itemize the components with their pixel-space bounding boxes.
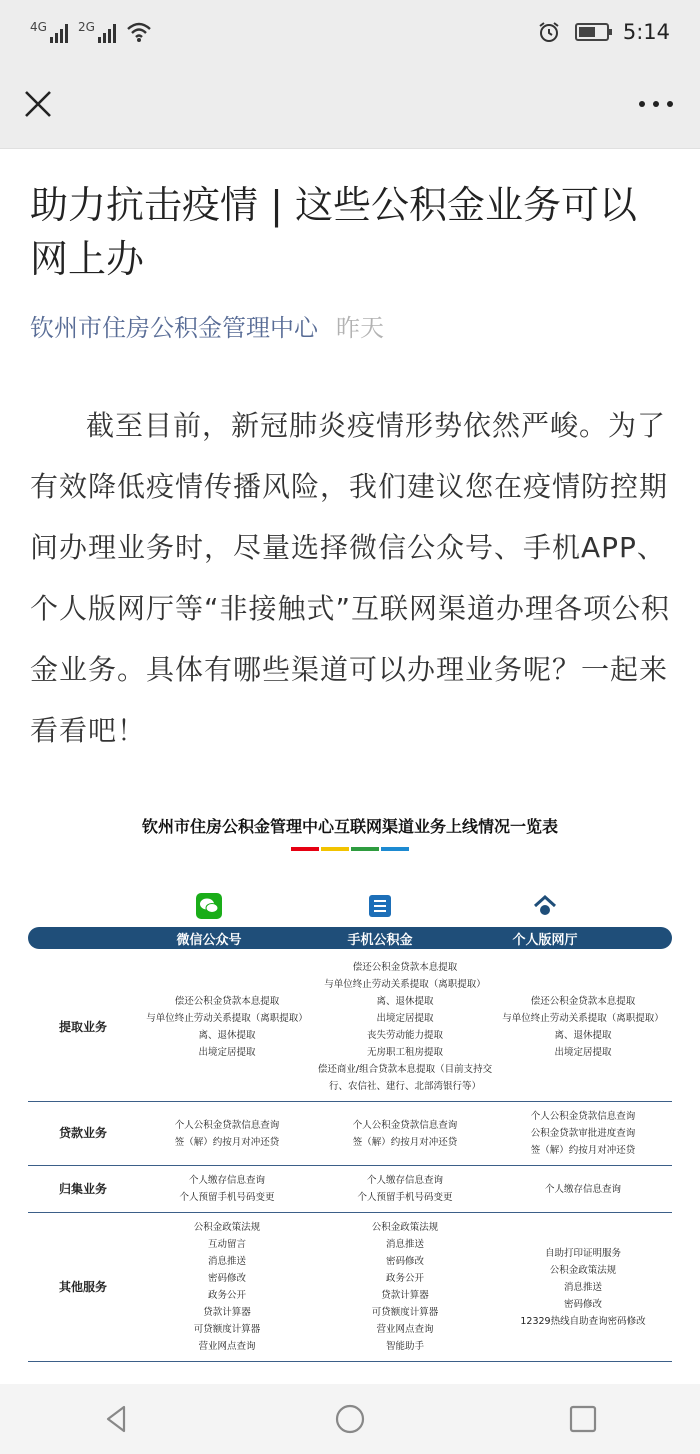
- service-item: 公积金政策法规: [193, 1222, 261, 1233]
- nav-bar: [0, 64, 700, 149]
- clock-time: 5:14: [622, 20, 670, 44]
- service-item: 出境定居提取: [376, 1013, 434, 1024]
- service-item: 公积金政策法规: [371, 1222, 439, 1233]
- service-item: 密码修改: [385, 1256, 424, 1267]
- table-cell: [316, 953, 494, 1102]
- service-table: [28, 953, 672, 1362]
- table-row: [28, 1213, 672, 1362]
- system-navigation: [0, 1384, 700, 1454]
- home-portal-icon: [532, 893, 558, 919]
- service-item: 个人缴存信息查询: [188, 1175, 265, 1186]
- row-category: 提取业务: [58, 1019, 107, 1034]
- service-item: 离、退休提取: [554, 1030, 612, 1041]
- strip-red: [291, 847, 319, 851]
- mobile-fund-icon: [367, 893, 393, 919]
- service-item: 偿还公积金贷款本息提取: [530, 996, 636, 1007]
- column-header-mobile: 手机公积金: [347, 933, 413, 948]
- table-cell: [494, 1102, 672, 1166]
- service-item: 个人预留手机号码变更: [179, 1192, 275, 1203]
- signal-bars-icon: [98, 23, 116, 43]
- figure-title: 钦州市住房公积金管理中心互联网渠道业务上线情况一览表: [141, 817, 558, 836]
- service-item: 与单位终止劳动关系提取（离职提取）: [324, 979, 486, 990]
- service-item: 偿还公积金贷款本息提取: [174, 996, 280, 1007]
- service-item: 消息推送: [385, 1239, 424, 1250]
- signal-2: [78, 21, 116, 43]
- service-item: 个人缴存信息查询: [544, 1183, 621, 1195]
- service-item: 无房职工租房提取: [366, 1047, 443, 1058]
- account-name-link[interactable]: 钦州市住房公积金管理中心: [30, 314, 318, 342]
- service-item: 个人公积金贷款信息查询: [352, 1119, 458, 1131]
- service-item: 贷款计算器: [381, 1290, 429, 1301]
- service-item: 偿还商业/组合贷款本息提取（目前支持交: [317, 1064, 493, 1075]
- article-paragraph: 截至目前，新冠肺炎疫情形势依然严峻。为了有效降低疫情传播风险，我们建议您在疫情防控期间办理业务时，尽量选择微信公众号、手机APP、个人版网厅等“非接触式”互联网渠道办理各项公积金业务。具体有哪些渠道可以办理业务呢？一起来看看吧！: [30, 409, 671, 747]
- home-icon[interactable]: [333, 1402, 367, 1436]
- strip-yellow: [321, 847, 349, 851]
- column-header-band: [28, 927, 672, 949]
- article-meta: [30, 308, 670, 343]
- service-item: 可贷额度计算器: [371, 1307, 439, 1318]
- service-item: 政务公开: [207, 1290, 246, 1301]
- service-item: 个人预留手机号码变更: [357, 1192, 453, 1203]
- signal-1: [30, 21, 68, 43]
- service-item: 签（解）约按月对冲还贷: [530, 1145, 636, 1156]
- table-row: [28, 1102, 672, 1166]
- service-item: 12329热线自助查询密码修改: [520, 1315, 646, 1327]
- table-cell: [494, 1213, 672, 1362]
- service-item: 可贷额度计算器: [193, 1324, 261, 1335]
- service-item: 密码修改: [207, 1273, 246, 1284]
- service-item: 政务公开: [385, 1273, 424, 1284]
- service-item: 离、退休提取: [376, 996, 434, 1007]
- network-type-1: 4G: [30, 20, 47, 34]
- article-title: 助力抗击疫情 | 这些公积金业务可以网上办: [30, 183, 637, 281]
- alarm-clock-icon: [537, 20, 561, 44]
- row-category: 归集业务: [58, 1181, 107, 1196]
- service-item: 签（解）约按月对冲还贷: [352, 1136, 458, 1148]
- wifi-icon: [126, 21, 152, 43]
- service-item: 离、退休提取: [198, 1030, 256, 1041]
- service-item: 消息推送: [563, 1281, 602, 1293]
- row-category: 贷款业务: [58, 1126, 107, 1140]
- service-item: 互动留言: [207, 1239, 246, 1250]
- table-cell: [316, 1213, 494, 1362]
- row-category: 其他服务: [58, 1279, 107, 1294]
- article: [30, 148, 670, 789]
- strip-blue: [381, 847, 409, 851]
- service-item: 丧失劳动能力提取: [366, 1030, 443, 1041]
- service-table-image: [28, 800, 672, 1390]
- table-cell: [138, 1166, 316, 1213]
- table-cell: [138, 953, 316, 1102]
- column-header-wechat: 微信公众号: [176, 933, 242, 948]
- service-item: 营业网点查询: [198, 1341, 256, 1352]
- service-item: 与单位终止劳动关系提取（离职提取）: [502, 1013, 664, 1024]
- battery-icon: [575, 23, 609, 41]
- service-item: 个人公积金贷款信息查询: [174, 1119, 280, 1131]
- table-cell: [494, 1166, 672, 1213]
- service-item: 出境定居提取: [554, 1047, 612, 1058]
- color-strip: [28, 847, 672, 851]
- status-right: [537, 20, 670, 44]
- service-item: 消息推送: [207, 1256, 246, 1267]
- service-item: 营业网点查询: [376, 1324, 434, 1335]
- service-item: 贷款计算器: [203, 1307, 251, 1318]
- service-item: 密码修改: [563, 1298, 602, 1310]
- more-options-icon[interactable]: [636, 94, 676, 114]
- signal-bars-icon: [50, 23, 68, 43]
- back-icon[interactable]: [100, 1402, 134, 1436]
- service-item: 行、农信社、建行、北部湾银行等）: [328, 1081, 481, 1092]
- service-item: 出境定居提取: [198, 1047, 256, 1058]
- table-row: [28, 1166, 672, 1213]
- service-item: 公积金贷款审批进度查询: [530, 1128, 636, 1139]
- service-item: 偿还公积金贷款本息提取: [352, 962, 458, 973]
- table-cell: [316, 1102, 494, 1166]
- service-item: 签（解）约按月对冲还贷: [174, 1136, 280, 1148]
- network-type-2: 2G: [77, 20, 95, 34]
- table-cell: [138, 1102, 316, 1166]
- service-item: 个人公积金贷款信息查询: [530, 1111, 636, 1122]
- recent-apps-icon[interactable]: [566, 1402, 600, 1436]
- service-item: 自助打印证明服务: [544, 1247, 621, 1259]
- network-indicators: [30, 21, 152, 43]
- close-icon[interactable]: [18, 84, 58, 124]
- service-item: 个人缴存信息查询: [366, 1175, 443, 1186]
- service-item: 与单位终止劳动关系提取（离职提取）: [146, 1013, 308, 1024]
- publish-date: 昨天: [336, 314, 384, 342]
- service-item: 智能助手: [385, 1341, 424, 1352]
- table-cell: [316, 1166, 494, 1213]
- wechat-icon: [196, 893, 222, 919]
- table-cell: [494, 953, 672, 1102]
- column-header-portal: 个人版网厅: [512, 933, 578, 948]
- strip-green: [351, 847, 379, 851]
- service-item: 公积金政策法规: [549, 1264, 617, 1276]
- table-row: [28, 953, 672, 1102]
- status-bar: [0, 0, 700, 64]
- table-cell: [138, 1213, 316, 1362]
